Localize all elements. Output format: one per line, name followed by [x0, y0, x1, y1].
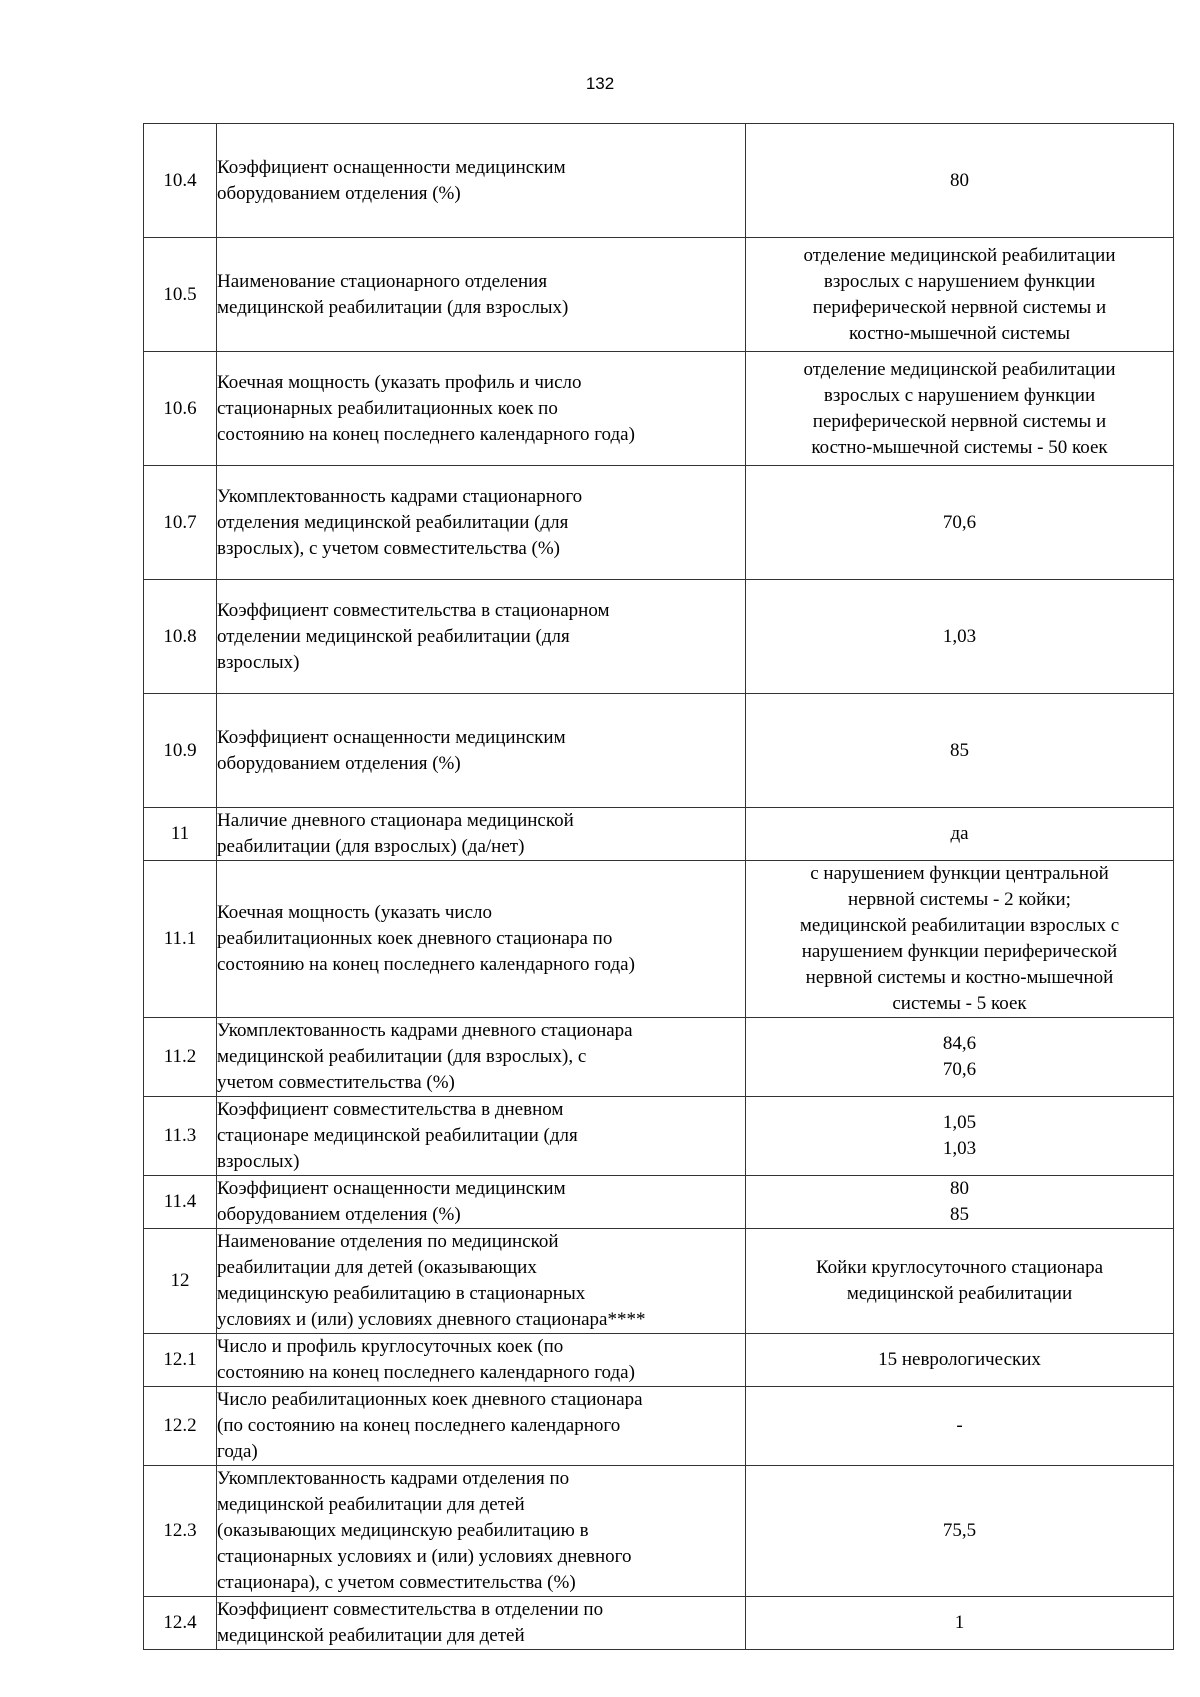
indicator-value-line: отделение медицинской реабилитации — [803, 358, 1116, 380]
row-number: 11.1 — [144, 861, 217, 1018]
table-row — [144, 238, 1174, 352]
indicator-name-line: стационаре медицинской реабилитации (для — [217, 1125, 578, 1146]
row-number: 10.8 — [144, 580, 217, 694]
indicator-value-line: системы - 5 коек — [892, 993, 1027, 1014]
row-number: 12 — [144, 1229, 217, 1334]
indicator-name-line: медицинской реабилитации (для взрослых), с — [217, 1046, 587, 1067]
indicator-value-line: 75,5 — [942, 1520, 977, 1541]
page-number: 132 — [585, 74, 615, 93]
indicator-value-line: 85 — [950, 739, 969, 761]
indicator-value-line: 80 — [950, 169, 969, 191]
indicator-value — [746, 352, 1174, 466]
indicator-name-line: Коечная мощность (указать профиль и число — [217, 371, 582, 393]
indicator-value — [746, 1097, 1174, 1176]
indicator-name — [217, 1387, 746, 1466]
indicator-name-line: (оказывающих медицинскую реабилитацию в — [217, 1520, 589, 1541]
indicator-value-line: взрослых с нарушением функции — [823, 270, 1096, 292]
indicator-value-line: медицинской реабилитации взрослых с — [799, 915, 1120, 936]
indicator-value — [746, 466, 1174, 580]
indicator-value — [746, 124, 1174, 238]
indicator-name-line: Наименование отделения по медицинской — [217, 1231, 559, 1252]
indicator-name-line: медицинской реабилитации для детей — [217, 1494, 525, 1515]
row-number: 12.1 — [144, 1334, 217, 1387]
row-number: 10.7 — [144, 466, 217, 580]
indicator-name-line: учетом совместительства (%) — [217, 1072, 455, 1093]
indicator-value-line: отделение медицинской реабилитации — [803, 244, 1116, 266]
indicator-value-line: нервной системы и костно-мышечной — [805, 967, 1114, 988]
indicator-name-line: состоянию на конец последнего календарного года) — [217, 954, 635, 975]
indicator-value — [746, 1597, 1174, 1650]
indicator-value-line: 70,6 — [942, 1059, 977, 1080]
indicator-value-line: костно-мышечной системы - 50 коек — [811, 436, 1108, 458]
indicator-name-line: оборудованием отделения (%) — [217, 182, 461, 204]
indicator-name-line: реабилитации (для взрослых) (да/нет) — [217, 836, 525, 857]
indicator-value-line: - — [956, 1415, 963, 1436]
indicator-value — [746, 1018, 1174, 1097]
indicator-name — [217, 1597, 746, 1650]
indicator-name-line: Наличие дневного стационара медицинской — [217, 810, 574, 831]
row-number: 10.4 — [144, 124, 217, 238]
indicator-name — [217, 580, 746, 694]
indicator-name-line: Укомплектованность кадрами стационарного — [217, 485, 583, 507]
indicator-name-line: стационарных реабилитационных коек по — [217, 397, 558, 419]
indicator-name-line: Укомплектованность кадрами отделения по — [217, 1468, 570, 1489]
indicator-value-line: 80 — [950, 1178, 969, 1199]
table-row — [144, 1176, 1174, 1229]
table-row — [144, 1466, 1174, 1597]
indicator-name-line: реабилитации для детей (оказывающих — [217, 1257, 537, 1278]
indicator-value-line: 15 неврологических — [878, 1349, 1041, 1370]
indicator-name-line: взрослых), с учетом совместительства (%) — [217, 537, 561, 559]
indicator-name-line: состоянию на конец последнего календарного года) — [217, 423, 635, 445]
indicator-name — [217, 352, 746, 466]
indicator-name-line: отделении медицинской реабилитации (для — [217, 625, 570, 647]
indicator-name-line: Коэффициент совместительства в дневном — [217, 1099, 564, 1120]
indicator-name-line: Число реабилитационных коек дневного стационара — [217, 1389, 643, 1410]
row-number: 12.4 — [144, 1597, 217, 1650]
indicator-name-line: медицинской реабилитации (для взрослых) — [217, 296, 569, 318]
indicator-name — [217, 694, 746, 808]
indicator-name — [217, 466, 746, 580]
indicator-name-line: взрослых) — [217, 1151, 300, 1172]
indicator-value-line: 1,03 — [942, 625, 977, 647]
indicator-name-line: стационара), с учетом совместительства (%) — [217, 1572, 576, 1593]
indicator-name — [217, 808, 746, 861]
row-number: 10.5 — [144, 238, 217, 352]
indicator-value-line: 1,03 — [942, 1138, 977, 1159]
indicator-name-line: Коэффициент совместительства в отделении по — [217, 1599, 604, 1620]
indicator-name-line: Укомплектованность кадрами дневного стационара — [217, 1020, 633, 1041]
indicator-name-line: Коэффициент совместительства в стационарном — [217, 599, 610, 621]
indicator-name — [217, 861, 746, 1018]
row-number: 11 — [144, 808, 217, 861]
table-row — [144, 1229, 1174, 1334]
indicator-value-line: да — [950, 823, 969, 844]
indicator-name — [217, 238, 746, 352]
indicator-value-line: нервной системы - 2 койки; — [848, 889, 1071, 910]
indicator-value-line: 84,6 — [942, 1033, 977, 1054]
indicator-name-line: взрослых) — [217, 651, 300, 673]
indicator-name-line: (по состоянию на конец последнего календарного — [217, 1415, 621, 1436]
indicator-name — [217, 1018, 746, 1097]
indicator-name-line: оборудованием отделения (%) — [217, 1204, 461, 1225]
indicator-value-line: костно-мышечной системы — [848, 322, 1071, 344]
indicator-value-line: Койки круглосуточного стационара — [815, 1257, 1104, 1278]
indicator-name-line: состоянию на конец последнего календарного года) — [217, 1362, 635, 1383]
table-row — [144, 861, 1174, 1018]
table-row — [144, 580, 1174, 694]
indicator-value — [746, 1387, 1174, 1466]
indicator-name-line: медицинскую реабилитацию в стационарных — [217, 1283, 586, 1304]
row-number: 11.3 — [144, 1097, 217, 1176]
table-row — [144, 1597, 1174, 1650]
table-row — [144, 808, 1174, 861]
indicator-value — [746, 1176, 1174, 1229]
indicator-value — [746, 1334, 1174, 1387]
indicator-value-line: 1,05 — [942, 1112, 977, 1133]
table-row — [144, 352, 1174, 466]
indicator-name-line: оборудованием отделения (%) — [217, 752, 461, 774]
indicator-name — [217, 1097, 746, 1176]
table-row — [144, 1334, 1174, 1387]
indicator-value-line: нарушением функции периферической — [801, 941, 1118, 962]
indicators-table — [143, 123, 1174, 1650]
indicator-name — [217, 1176, 746, 1229]
indicator-name-line: Число и профиль круглосуточных коек (по — [217, 1336, 564, 1357]
table-row — [144, 466, 1174, 580]
indicator-name-line: Наименование стационарного отделения — [217, 270, 548, 292]
row-number: 11.4 — [144, 1176, 217, 1229]
indicator-name-line: года) — [217, 1441, 258, 1462]
indicator-name — [217, 1334, 746, 1387]
indicator-name-line: стационарных условиях и (или) условиях дневного — [217, 1546, 632, 1567]
indicator-value — [746, 861, 1174, 1018]
table-row — [144, 1018, 1174, 1097]
indicator-value-line: 1 — [954, 1612, 965, 1633]
indicator-value — [746, 1466, 1174, 1597]
row-number: 10.6 — [144, 352, 217, 466]
table-row — [144, 1097, 1174, 1176]
table-row — [144, 124, 1174, 238]
indicator-value-line: 70,6 — [942, 511, 977, 533]
indicator-name-line: реабилитационных коек дневного стационара по — [217, 928, 613, 949]
indicator-name-line: отделения медицинской реабилитации (для — [217, 511, 569, 533]
indicator-value-line: 85 — [950, 1204, 969, 1225]
row-number: 12.3 — [144, 1466, 217, 1597]
indicator-name-line: медицинской реабилитации для детей — [217, 1625, 525, 1646]
indicator-value-line: периферической нервной системы и — [812, 410, 1107, 432]
indicator-value — [746, 238, 1174, 352]
indicator-name — [217, 1229, 746, 1334]
indicator-name-line: Коэффициент оснащенности медицинским — [217, 1178, 566, 1199]
indicator-name-line: Коечная мощность (указать число — [217, 902, 493, 923]
indicator-name-line: условиях и (или) условиях дневного стационара**** — [217, 1309, 646, 1330]
indicator-name — [217, 1466, 746, 1597]
indicator-value-line: взрослых с нарушением функции — [823, 384, 1096, 406]
indicator-name-line: Коэффициент оснащенности медицинским — [217, 156, 566, 178]
indicator-value — [746, 808, 1174, 861]
indicator-value-line: с нарушением функции центральной — [810, 863, 1109, 884]
table-body — [144, 124, 1174, 1650]
indicator-name-line: Коэффициент оснащенности медицинским — [217, 726, 566, 748]
row-number: 11.2 — [144, 1018, 217, 1097]
table-row — [144, 694, 1174, 808]
indicator-value — [746, 694, 1174, 808]
indicator-value-line: периферической нервной системы и — [812, 296, 1107, 318]
indicator-name — [217, 124, 746, 238]
indicator-value-line: медицинской реабилитации — [846, 1283, 1073, 1304]
row-number: 10.9 — [144, 694, 217, 808]
indicator-value — [746, 1229, 1174, 1334]
indicator-value — [746, 580, 1174, 694]
row-number: 12.2 — [144, 1387, 217, 1466]
table-row — [144, 1387, 1174, 1466]
